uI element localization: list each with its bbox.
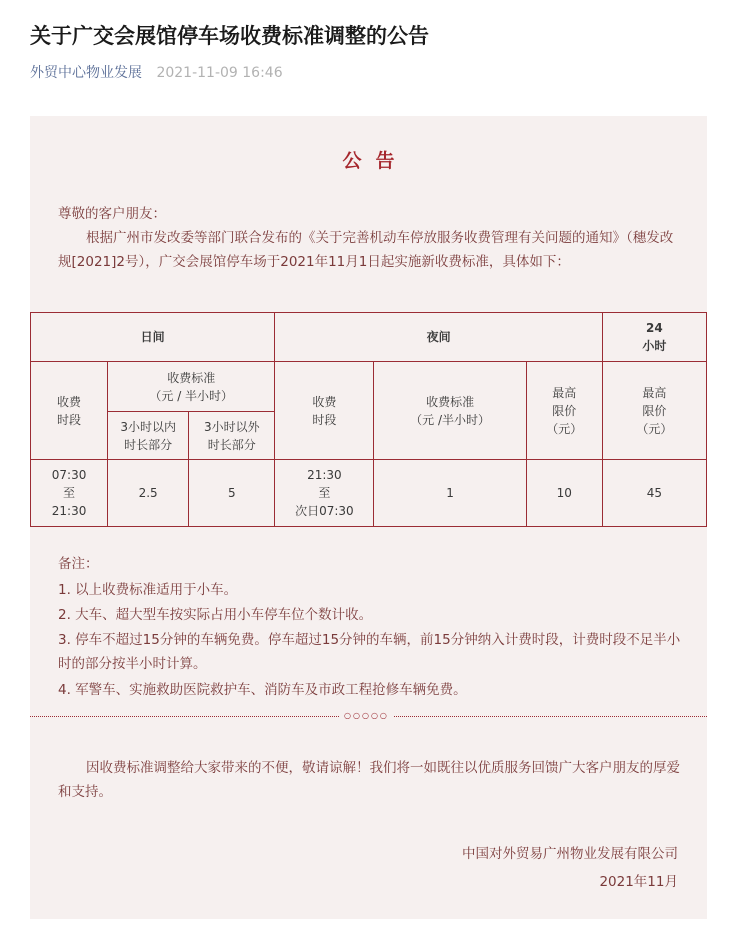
within-3h-label (108, 412, 189, 460)
allday-header-line: 小时 (642, 339, 667, 353)
cell-line: 收费标准 (167, 370, 216, 385)
day-std-label (108, 362, 275, 412)
cell-line: 时长部分 (207, 437, 256, 452)
cell-line: 3小时以内 (120, 419, 176, 434)
notice-heading: 公告 (342, 150, 409, 172)
cell-line: （元 / 半小时） (149, 388, 234, 403)
night-std-label (374, 362, 526, 460)
cell-line: 收费标准 (426, 394, 475, 409)
cell-line: （元） (546, 421, 583, 436)
table-row (31, 362, 707, 412)
cell-line: 3小时以外 (203, 419, 260, 434)
cell-line: 限价 (552, 403, 577, 418)
cell-line: 时长部分 (124, 437, 173, 452)
night-header: 夜间 (275, 313, 602, 362)
note-item: 3. 停车不超过15分钟的车辆免费。停车超过15分钟的车辆，前15分钟纳入计费时段，计费时段不足半小时的部分按半小时计算。 (58, 632, 681, 672)
cell-line: 收费 (57, 394, 82, 409)
allday-cap: 45 (602, 460, 706, 527)
day-header: 日间 (31, 313, 275, 362)
table-row (31, 460, 707, 527)
night-time-range (275, 460, 374, 527)
cell-line: 21:30 (51, 504, 87, 518)
publish-date: 2021-11-09 16:46 (156, 65, 283, 81)
cell-line: 时段 (312, 412, 337, 427)
notice-panel (30, 116, 707, 919)
greeting: 尊敬的客户朋友： (58, 206, 166, 222)
cell-line: 至 (318, 486, 331, 500)
closing-paragraph: 因收费标准调整给大家带来的不便，敬请谅解！我们将一如既往以优质服务回馈广大客户朋友的厚爱和支持。 (58, 760, 680, 800)
divider-ornament: ○○○○○ (340, 710, 393, 722)
over-3h-label (189, 412, 275, 460)
cell-line: 收费 (312, 394, 337, 409)
day-time-range (31, 460, 108, 527)
cell-line: 07:30 (51, 468, 87, 482)
cell-line: （元） (636, 421, 673, 436)
cell-line: 时段 (57, 412, 82, 427)
author-link[interactable]: 外贸中心物业发展 (30, 65, 142, 81)
day-rate-within-3h: 2.5 (108, 460, 189, 527)
signature-date: 2021年11月 (599, 874, 678, 890)
signature: 中国对外贸易广州物业发展有限公司 (462, 846, 678, 862)
table-row (31, 313, 707, 362)
cell-line: 次日07:30 (295, 504, 354, 518)
article-title: 关于广交会展馆停车场收费标准调整的公告 (30, 24, 429, 48)
night-cap: 10 (526, 460, 602, 527)
day-rate-over-3h: 5 (189, 460, 275, 527)
cell-line: 最高 (552, 385, 577, 400)
night-cap-label (526, 362, 602, 460)
day-period-label (31, 362, 108, 460)
cell-line: 至 (63, 486, 76, 500)
night-rate: 1 (374, 460, 526, 527)
article-meta (30, 63, 283, 83)
note-item: 1. 以上收费标准适用于小车。 (58, 582, 238, 598)
cell-line: （元 /半小时） (410, 412, 490, 427)
note-item: 2. 大车、超大型车按实际占用小车停车位个数计收。 (58, 607, 373, 623)
allday-cap-label (602, 362, 706, 460)
cell-line: 最高 (642, 385, 667, 400)
cell-line: 21:30 (307, 468, 342, 482)
note-item: 4. 军警车、实施救助医院救护车、消防车及市政工程抢修车辆免费。 (58, 682, 467, 698)
allday-header-line: 24 (646, 321, 663, 335)
notes-title: 备注： (58, 556, 99, 572)
cell-line: 限价 (642, 403, 667, 418)
intro-paragraph: 根据广州市发改委等部门联合发布的《关于完善机动车停放服务收费管理有关问题的通知》（穗发改规[2021]2号），广交会展馆停车场于2021年11月1日起实施新收费标准，具体如下： (58, 230, 674, 270)
night-period-label (275, 362, 374, 460)
allday-header (602, 313, 706, 362)
fee-table (30, 312, 707, 527)
